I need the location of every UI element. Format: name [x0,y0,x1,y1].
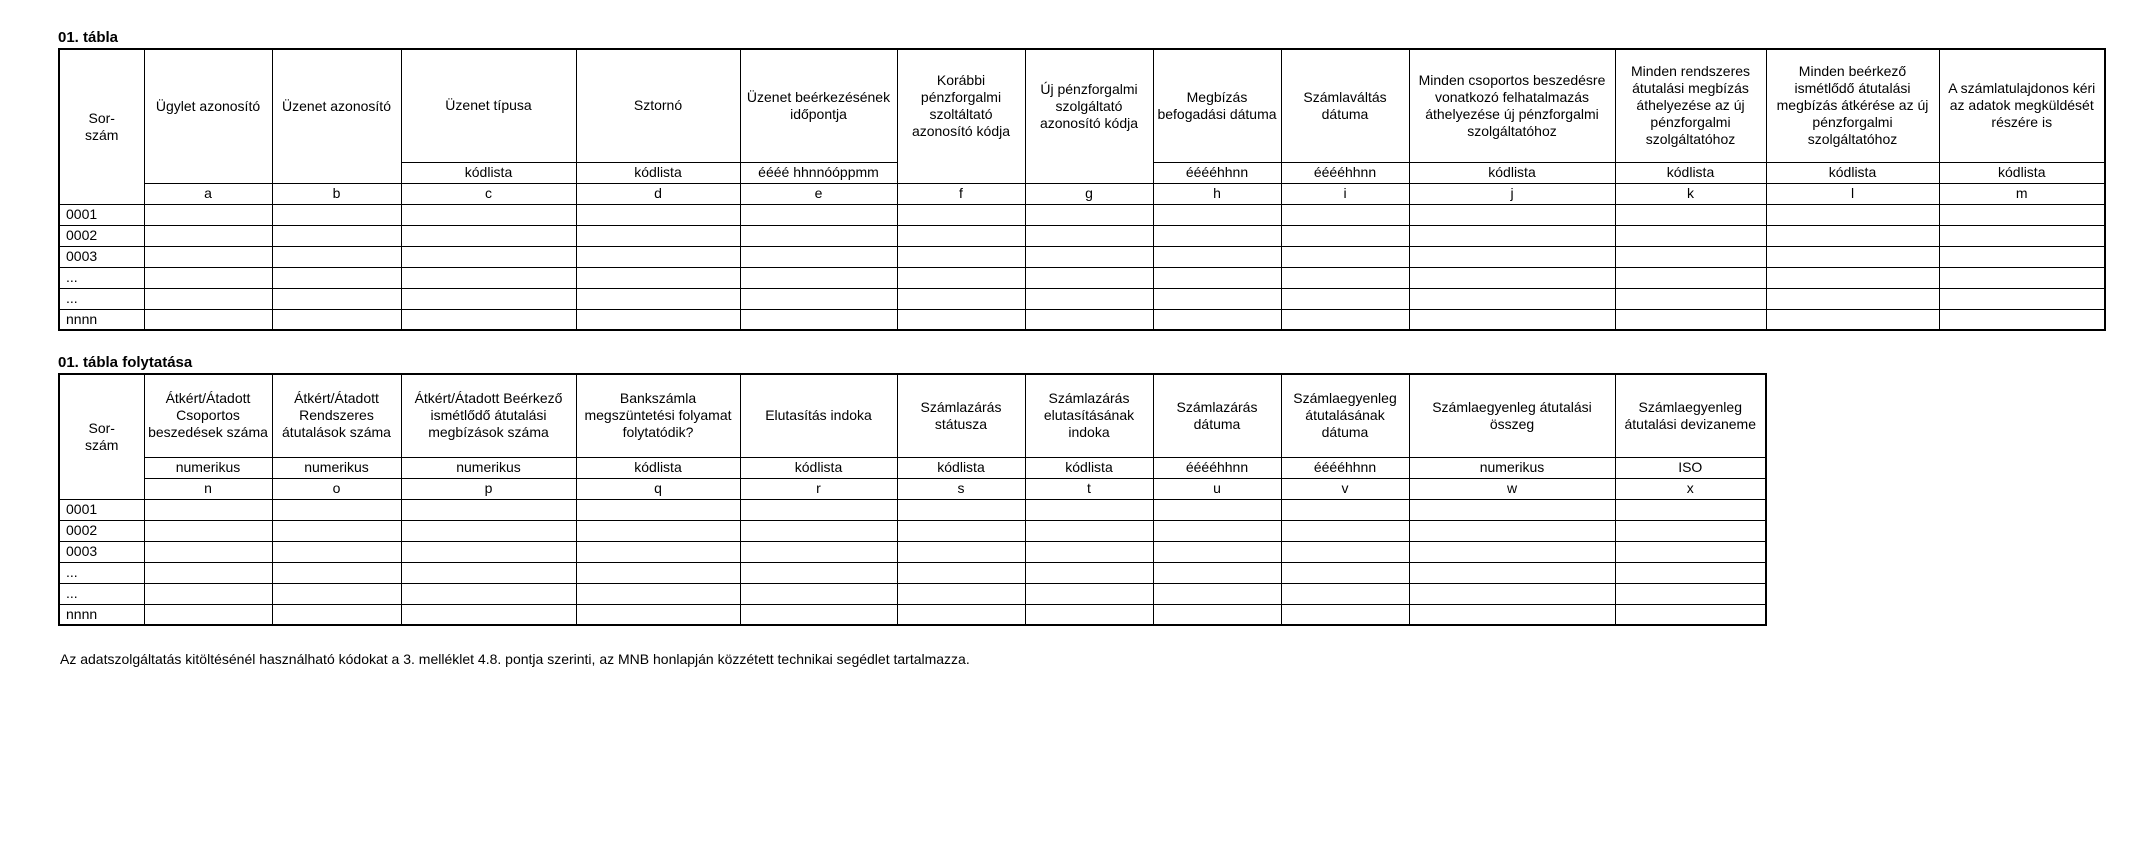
table2 [58,373,1767,626]
data-cell [1153,520,1281,541]
table-row [59,267,2105,288]
data-cell [1025,604,1153,625]
data-cell [1615,583,1766,604]
data-cell [897,499,1025,520]
data-cell [1281,246,1409,267]
data-cell [897,204,1025,225]
data-cell [740,520,897,541]
data-cell [740,604,897,625]
column-letter: i [1281,183,1409,204]
row-number: 0001 [59,204,144,225]
column-header: Átkért/Átadott Beérkező ismétlődő átutalási megbízások száma [401,374,576,457]
data-cell [576,204,740,225]
column-format [897,162,1025,183]
data-cell [272,562,401,583]
column-header: Megbízás befogadási dátuma [1153,49,1281,162]
data-cell [1766,288,1939,309]
column-format: kódlista [1025,457,1153,478]
data-cell [144,246,272,267]
data-cell [740,583,897,604]
data-cell [144,225,272,246]
data-cell [740,499,897,520]
data-cell [1025,583,1153,604]
row-number: ... [59,562,144,583]
data-cell [401,520,576,541]
footnote: Az adatszolgáltatás kitöltésénél használható kódokat a 3. melléklet 4.8. pontja szerinti, az MNB honlapján közzétett technikai segédlet tartalmazza. [60,651,970,667]
data-cell [576,583,740,604]
data-cell [1615,246,1766,267]
data-cell [1281,583,1409,604]
column-header: Sztornó [576,49,740,162]
data-cell [897,309,1025,330]
column-letter: m [1939,183,2105,204]
column-format: numerikus [144,457,272,478]
data-cell [1766,246,1939,267]
data-cell [1025,225,1153,246]
data-cell [272,604,401,625]
column-header: Számlazárás dátuma [1153,374,1281,457]
data-cell [897,541,1025,562]
table2-title: 01. tábla folytatása [58,354,193,371]
column-header: Üzenet beérkezésének időpontja [740,49,897,162]
data-cell [1281,288,1409,309]
column-format: kódlista [576,162,740,183]
column-header: Számlaváltás dátuma [1281,49,1409,162]
data-cell [1939,246,2105,267]
data-cell [272,204,401,225]
data-cell [1025,204,1153,225]
data-cell [1025,520,1153,541]
data-cell [401,246,576,267]
data-cell [272,288,401,309]
column-format: éééé hhnnóóppmm [740,162,897,183]
column-format: kódlista [1766,162,1939,183]
data-cell [1615,288,1766,309]
column-letter: v [1281,478,1409,499]
data-cell [401,225,576,246]
data-cell [1766,267,1939,288]
data-cell [1281,562,1409,583]
data-cell [1766,309,1939,330]
data-cell [576,309,740,330]
column-header: Számlaegyenleg átutalásának dátuma [1281,374,1409,457]
data-cell [144,583,272,604]
data-cell [1409,204,1615,225]
data-cell [272,583,401,604]
column-letter: e [740,183,897,204]
data-cell [897,225,1025,246]
column-header: Számlaegyenleg átutalási összeg [1409,374,1615,457]
table-row [59,309,2105,330]
data-cell [1939,309,2105,330]
data-cell [1939,225,2105,246]
data-cell [144,267,272,288]
data-cell [1153,267,1281,288]
table-row [59,499,1766,520]
data-cell [1025,246,1153,267]
row-number: 0002 [59,520,144,541]
data-cell [1615,267,1766,288]
data-cell [1153,541,1281,562]
row-number: nnnn [59,309,144,330]
data-cell [272,246,401,267]
data-cell [144,204,272,225]
data-cell [1281,604,1409,625]
data-cell [1615,225,1766,246]
column-letter: s [897,478,1025,499]
data-cell [740,267,897,288]
data-cell [1409,225,1615,246]
column-letter: c [401,183,576,204]
data-cell [144,288,272,309]
column-letter: g [1025,183,1153,204]
data-cell [1939,267,2105,288]
data-cell [1281,499,1409,520]
column-format [144,162,272,183]
data-cell [1025,288,1153,309]
column-header: Átkért/Átadott Csoportos beszedések száma [144,374,272,457]
data-cell [1615,309,1766,330]
data-cell [1153,225,1281,246]
column-letter: h [1153,183,1281,204]
data-cell [144,604,272,625]
data-cell [401,288,576,309]
column-header: Bankszámla megszüntetési folyamat folytatódik? [576,374,740,457]
column-header: Számlazárás elutasításának indoka [1025,374,1153,457]
column-letter: r [740,478,897,499]
column-header: Elutasítás indoka [740,374,897,457]
data-cell [1409,562,1615,583]
column-format: numerikus [1409,457,1615,478]
column-format: kódlista [1939,162,2105,183]
column-letter: n [144,478,272,499]
data-cell [272,541,401,562]
column-letter: q [576,478,740,499]
data-cell [576,267,740,288]
column-header: Üzenet azonosító [272,49,401,162]
data-cell [144,520,272,541]
column-letter: a [144,183,272,204]
data-cell [897,288,1025,309]
data-cell [144,309,272,330]
data-cell [144,499,272,520]
data-cell [897,604,1025,625]
column-format: ééééhhnn [1281,457,1409,478]
data-cell [1615,562,1766,583]
table-row [59,562,1766,583]
table-row [59,225,2105,246]
table1-title: 01. tábla [58,29,119,46]
data-cell [1409,583,1615,604]
table-row [59,204,2105,225]
column-letter: w [1409,478,1615,499]
data-cell [1766,225,1939,246]
table1 [58,48,2106,331]
column-format [272,162,401,183]
table-row [59,288,2105,309]
data-cell [897,583,1025,604]
column-header: Új pénzforgalmi szolgáltató azonosító kódja [1025,49,1153,162]
data-cell [1281,520,1409,541]
column-format: kódlista [401,162,576,183]
data-cell [1409,499,1615,520]
column-format: numerikus [272,457,401,478]
data-cell [1153,204,1281,225]
data-cell [1409,520,1615,541]
table-row [59,541,1766,562]
sorszam-header: Sor- szám [59,49,144,204]
row-number: 0003 [59,541,144,562]
column-letter: b [272,183,401,204]
column-format: ééééhhnn [1153,162,1281,183]
column-format: numerikus [401,457,576,478]
data-cell [576,520,740,541]
data-cell [897,246,1025,267]
data-cell [1153,246,1281,267]
column-letter: d [576,183,740,204]
data-cell [1153,309,1281,330]
data-cell [1025,309,1153,330]
data-cell [144,562,272,583]
data-cell [401,267,576,288]
row-number: 0002 [59,225,144,246]
data-cell [576,562,740,583]
data-cell [1025,562,1153,583]
column-letter: k [1615,183,1766,204]
data-cell [897,562,1025,583]
row-number: nnnn [59,604,144,625]
data-cell [401,562,576,583]
data-cell [740,541,897,562]
data-cell [144,541,272,562]
column-format: kódlista [897,457,1025,478]
table-row [59,583,1766,604]
data-cell [1615,520,1766,541]
row-number: ... [59,288,144,309]
row-number: ... [59,583,144,604]
column-format: kódlista [1409,162,1615,183]
data-cell [1153,604,1281,625]
data-cell [576,288,740,309]
column-format: ééééhhnn [1281,162,1409,183]
column-header: Minden rendszeres átutalási megbízás áthelyezése az új pénzforgalmi szolgáltatóhoz [1615,49,1766,162]
column-letter: o [272,478,401,499]
data-cell [401,309,576,330]
data-cell [1409,267,1615,288]
data-cell [576,499,740,520]
column-format [1025,162,1153,183]
data-cell [401,604,576,625]
data-cell [1025,267,1153,288]
column-header: Üzenet típusa [401,49,576,162]
data-cell [740,225,897,246]
column-letter: j [1409,183,1615,204]
data-cell [1025,541,1153,562]
data-cell [576,604,740,625]
data-cell [272,499,401,520]
column-letter: l [1766,183,1939,204]
data-cell [1939,288,2105,309]
column-format: kódlista [1615,162,1766,183]
column-format: ISO [1615,457,1766,478]
data-cell [1153,562,1281,583]
row-number: ... [59,267,144,288]
data-cell [740,246,897,267]
data-cell [401,204,576,225]
column-header: Átkért/Átadott Rendszeres átutalások száma [272,374,401,457]
column-header: Korábbi pénzforgalmi szoltáltató azonosító kódja [897,49,1025,162]
data-cell [740,309,897,330]
data-cell [1281,204,1409,225]
data-cell [897,520,1025,541]
data-cell [1409,246,1615,267]
data-cell [576,225,740,246]
data-cell [1615,604,1766,625]
data-cell [272,309,401,330]
data-cell [1409,604,1615,625]
data-cell [1281,309,1409,330]
data-cell [1615,204,1766,225]
table-row [59,520,1766,541]
data-cell [401,541,576,562]
column-header: Minden csoportos beszedésre vonatkozó felhatalmazás áthelyezése új pénzforgalmi szolgáltatóhoz [1409,49,1615,162]
column-header: Ügylet azonosító [144,49,272,162]
column-header: Számlaegyenleg átutalási devizaneme [1615,374,1766,457]
column-format: kódlista [576,457,740,478]
data-cell [1153,499,1281,520]
data-cell [1766,204,1939,225]
data-cell [1153,583,1281,604]
data-cell [401,583,576,604]
data-cell [1615,499,1766,520]
data-cell [1409,541,1615,562]
data-cell [897,267,1025,288]
data-cell [272,267,401,288]
column-letter: f [897,183,1025,204]
data-cell [1281,225,1409,246]
data-cell [1153,288,1281,309]
data-cell [272,225,401,246]
data-cell [1409,288,1615,309]
table-row [59,604,1766,625]
data-cell [1615,541,1766,562]
column-letter: p [401,478,576,499]
data-cell [740,204,897,225]
data-cell [1939,204,2105,225]
data-cell [576,541,740,562]
column-header: Számlazárás státusza [897,374,1025,457]
sorszam-header: Sor- szám [59,374,144,499]
column-format: ééééhhnn [1153,457,1281,478]
data-cell [576,246,740,267]
column-letter: t [1025,478,1153,499]
column-header: A számlatulajdonos kéri az adatok megküldését részére is [1939,49,2105,162]
data-cell [1409,309,1615,330]
data-cell [740,562,897,583]
data-cell [1025,499,1153,520]
data-cell [1281,267,1409,288]
data-cell [1281,541,1409,562]
data-cell [401,499,576,520]
row-number: 0001 [59,499,144,520]
column-letter: x [1615,478,1766,499]
data-cell [740,288,897,309]
data-cell [272,520,401,541]
column-format: kódlista [740,457,897,478]
row-number: 0003 [59,246,144,267]
table-row [59,246,2105,267]
column-header: Minden beérkező ismétlődő átutalási megbízás átkérése az új pénzforgalmi szolgáltatóhoz [1766,49,1939,162]
column-letter: u [1153,478,1281,499]
